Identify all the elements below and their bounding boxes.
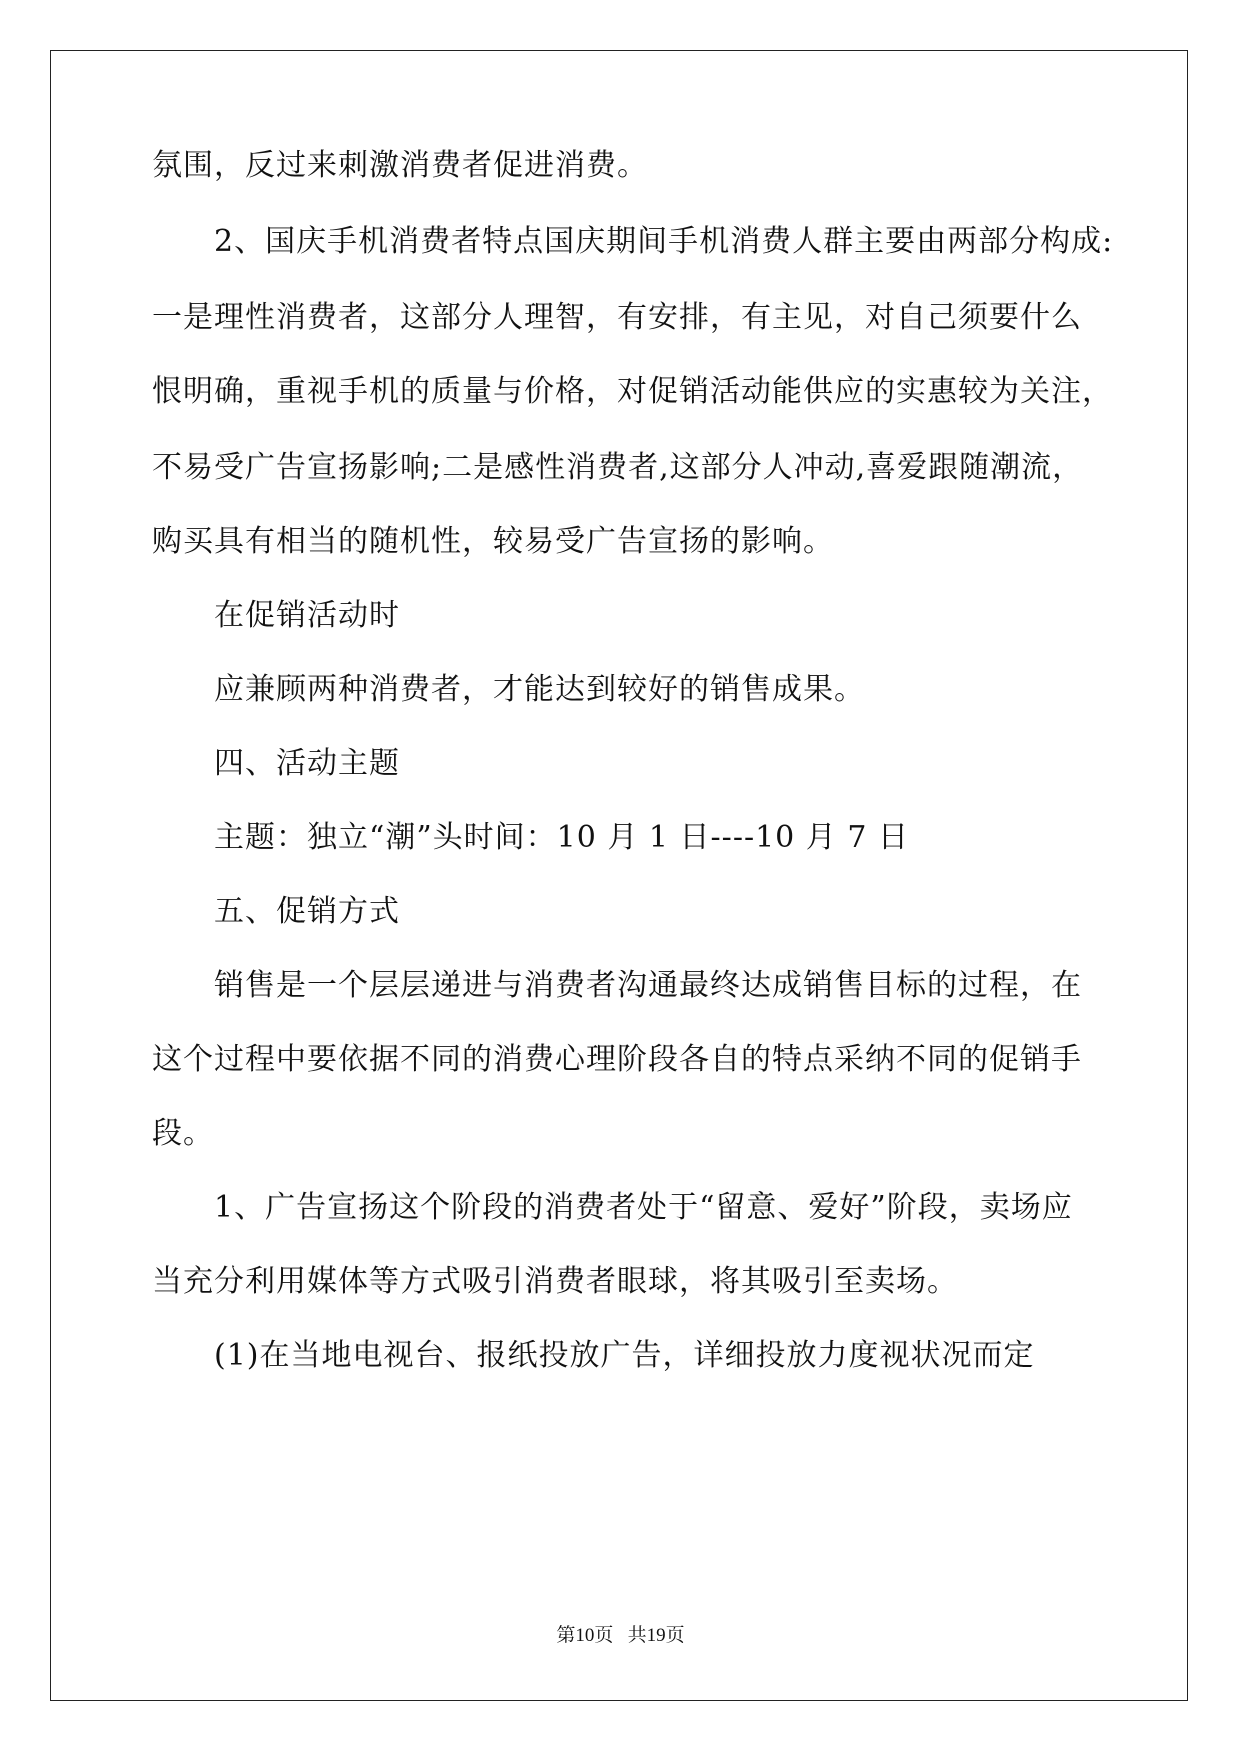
text-line: 当充分利用媒体等方式吸引消费者眼球，将其吸引至卖场。 <box>152 1264 958 1299</box>
text-line: 1、广告宣扬这个阶段的消费者处于“留意、爱好”阶段，卖场应 <box>214 1190 1073 1225</box>
text-line: 一是理性消费者，这部分人理智，有安排，有主见，对自己须要什么 <box>152 300 1082 335</box>
text-line: 购买具有相当的随机性，较易受广告宣扬的影响。 <box>152 524 834 559</box>
page-total: 共19页 <box>627 1625 685 1646</box>
text-line: 段。 <box>152 1116 214 1151</box>
page-footer <box>0 1624 1241 1648</box>
text-line: 主题：独立“潮”头时间：10 月 1 日----10 月 7 日 <box>214 820 909 855</box>
text-line: 在促销活动时 <box>214 598 400 633</box>
text-line: 恨明确，重视手机的质量与价格，对促销活动能供应的实惠较为关注， <box>152 374 1113 409</box>
text-line: (1)在当地电视台、报纸投放广告，详细投放力度视状况而定 <box>214 1338 1035 1373</box>
text-line: 四、活动主题 <box>214 746 400 781</box>
text-line: 五、促销方式 <box>214 894 400 929</box>
footer-spacer <box>613 1625 627 1646</box>
text-line: 这个过程中要依据不同的消费心理阶段各自的特点采纳不同的促销手 <box>152 1042 1082 1077</box>
page-number: 第10页 <box>556 1625 614 1646</box>
text-line: 2、国庆手机消费者特点国庆期间手机消费人群主要由两部分构成: <box>214 224 1114 259</box>
text-line: 应兼顾两种消费者，才能达到较好的销售成果。 <box>214 672 865 707</box>
text-line: 销售是一个层层递进与消费者沟通最终达成销售目标的过程，在 <box>214 968 1082 1003</box>
text-line: 不易受广告宣扬影响;二是感性消费者,这部分人冲动,喜爱跟随潮流， <box>152 450 1084 485</box>
text-line: 氛围，反过来刺激消费者促进消费。 <box>152 148 648 183</box>
